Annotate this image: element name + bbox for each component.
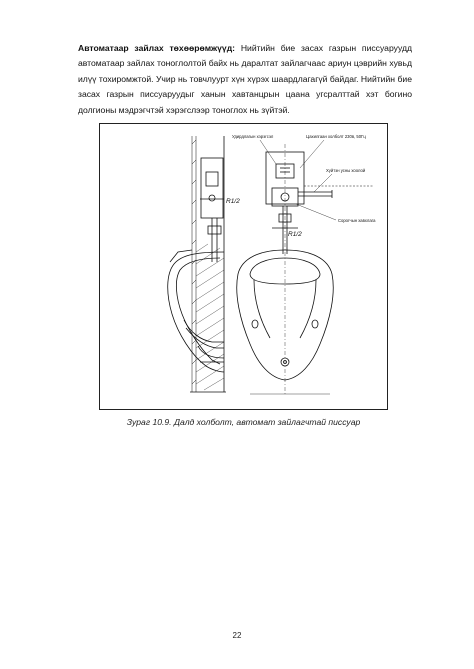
intro-paragraph bbox=[78, 41, 412, 118]
label-flush-valve: Сорогчын хавхлага bbox=[338, 218, 376, 223]
concealed-box-side bbox=[201, 158, 223, 218]
label-power: Цахилгаан холболт 230в, 50Гц bbox=[306, 134, 366, 139]
figure-caption: Зураг 10.9. Далд холболт, автомат зайлагчтай писсуар bbox=[126, 417, 361, 427]
pipe-size-left: R1/2 bbox=[226, 198, 240, 205]
page-number: 22 bbox=[232, 631, 242, 640]
paragraph-body: Нийтийн бие засах газрын писсуаруудд автоматаар зайлах тоноглолтой байх нь даралтат зайлагчаас ариун цэврийн хувьд илүү тохиромжтой. Учир нь товчлуурт хүн хүрэх шаардлагагүй байдаг. Нийтийн бие засах газрын писсуаруудыг ханын хавтанцрын цаана угсралттай хэт богино долгионы мэдрэгчтэй хэрэгслээр тоноглох нь зүйтэй. bbox=[78, 43, 412, 115]
label-water-pipe: Хүйтэн усны хоолой bbox=[326, 168, 366, 173]
wall-section bbox=[192, 136, 196, 392]
paragraph-lead: Автоматаар зайлах төхөөрөмжүүд: bbox=[78, 43, 236, 53]
pipe-size-right: R1/2 bbox=[288, 231, 302, 238]
label-sensor: Удирдлагын хэрэгсэл bbox=[232, 134, 274, 139]
urinal-diagram bbox=[100, 124, 389, 411]
figure-frame bbox=[99, 123, 388, 410]
